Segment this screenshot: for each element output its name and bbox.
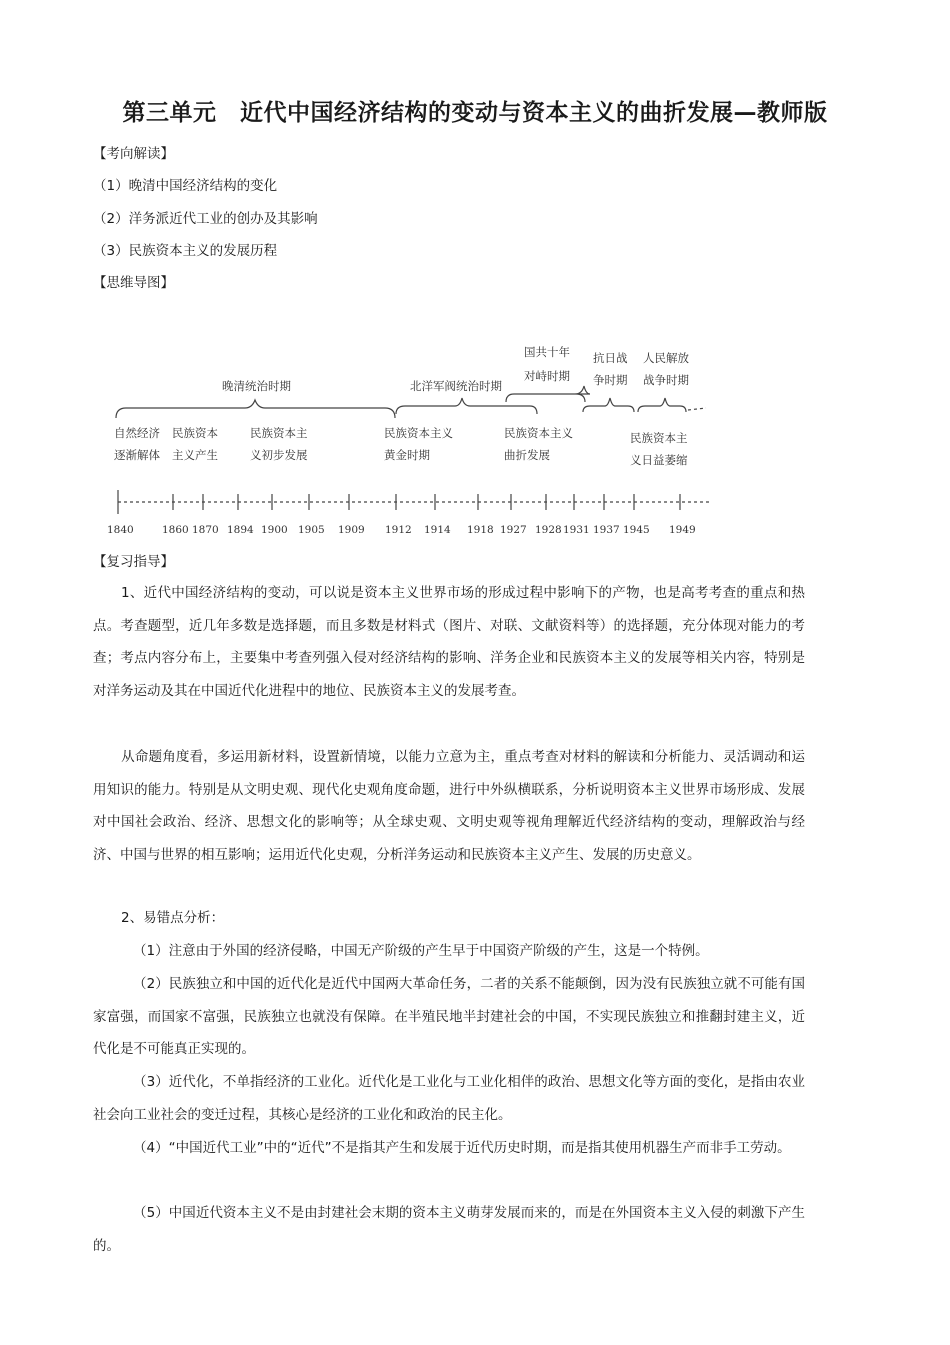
- event-label: 民族资本主: [630, 431, 688, 445]
- year-label: 1937: [593, 524, 620, 536]
- year-label: 1860: [162, 524, 189, 536]
- event-label: 义日益萎缩: [630, 453, 688, 467]
- year-label: 1900: [261, 524, 288, 536]
- paragraph-2: 从命题角度看，多运用新材料，设置新情境，以能力立意为主，重点考查对材料的解读和分析能力、灵活调动和运用知识的能力。特别是从文明史观、现代化史观角度命题，进行中外纵横联系，分析说明资本主义世界市场形成、发展对中国社会政治、经济、思想文化的影响等；从全球史观、文明史观等视角理解近代经济结构的变动，理解政治与经济、中国与世界的相互影响；运用近代化史观，分析洋务运动和民族资本主义产生、发展的历史意义。: [93, 749, 805, 863]
- period-label: 争时期: [593, 373, 628, 387]
- exam-item-3: （3）民族资本主义的发展历程: [93, 243, 278, 259]
- exam-heading: 【考向解读】: [93, 146, 174, 162]
- year-label: 1949: [669, 524, 696, 536]
- event-label: 逐渐解体: [114, 448, 160, 462]
- bracket-beiyang: [396, 398, 537, 414]
- error-item-3: （3）近代化，不单指经济的工业化。近代化是工业化与工业化相伴的政治、思想文化等方面的变化，是指由农业社会向工业社会的变迁过程，其核心是经济的工业化和政治的民主化。: [93, 1074, 805, 1123]
- bracket-late-qing: [116, 400, 395, 418]
- event-label: 主义产生: [172, 448, 218, 462]
- paragraph-1: 1、近代中国经济结构的变动，可以说是资本主义世界市场的形成过程中影响下的产物，也是高考考查的重点和热点。考查题型，近几年多数是选择题，而且多数是材料式（图片、对联、文献资料等）的选择题，充分体现对能力的考查；考点内容分布上，主要集中考查列强入侵对经济结构的影响、洋务企业和民族资本主义的发展等相关内容，特别是对洋务运动及其在中国近代化进程中的地位、民族资本主义的发展考查。: [93, 585, 805, 699]
- error-item-1: （1）注意由于外国的经济侵略，中国无产阶级的产生早于中国资产阶级的产生，这是一个特例。: [133, 943, 709, 959]
- event-label: 义初步发展: [250, 448, 308, 462]
- year-label: 1894: [227, 524, 254, 536]
- period-label: 战争时期: [643, 373, 689, 387]
- exam-item-1: （1）晚清中国经济结构的变化: [93, 178, 278, 194]
- event-label: 民族资本: [172, 426, 218, 440]
- error-item-4: （4）“中国近代工业”中的“近代”不是指其产生和发展于近代历史时期，而是指其使用机器生产而非手工劳动。: [133, 1140, 791, 1156]
- error-item-2: （2）民族独立和中国的近代化是近代中国两大革命任务，二者的关系不能颠倒，因为没有民族独立就不可能有国家富强，而国家不富强，民族独立也就没有保障。在半殖民地半封建社会的中国，不实现民族独立和推翻封建主义，近代化是不可能真正实现的。: [93, 976, 805, 1057]
- timeline-mindmap: [100, 330, 720, 545]
- period-labels: [222, 345, 689, 393]
- bracket-anti-japan: [583, 398, 634, 412]
- event-labels: [114, 426, 688, 467]
- mindmap-heading: 【思维导图】: [93, 275, 174, 291]
- year-labels: [107, 524, 696, 536]
- page-title: 第三单元 近代中国经济结构的变动与资本主义的曲折发展—教师版: [122, 100, 828, 126]
- event-label: 民族资本主义: [504, 426, 573, 440]
- period-label: 对峙时期: [524, 369, 570, 383]
- event-label: 自然经济: [114, 426, 160, 440]
- year-label: 1905: [298, 524, 325, 536]
- year-label: 1927: [500, 524, 527, 536]
- period-label: 国共十年: [524, 345, 570, 359]
- error-item-5: （5）中国近代资本主义不是由封建社会末期的资本主义萌芽发展而来的，而是在外国资本主义入侵的刺激下产生的。: [93, 1205, 805, 1254]
- bracket-liberation: [638, 398, 686, 412]
- year-label: 1931: [563, 524, 590, 536]
- year-label: 1870: [192, 524, 219, 536]
- period-label: 人民解放: [643, 351, 689, 365]
- year-label: 1912: [385, 524, 412, 536]
- year-label: 1918: [467, 524, 494, 536]
- year-label: 1914: [424, 524, 451, 536]
- year-label: 1945: [623, 524, 650, 536]
- bracket-ten-years: [506, 386, 590, 402]
- period-label: 晚清统治时期: [222, 379, 291, 393]
- event-label: 民族资本主义: [384, 426, 453, 440]
- year-label: 1909: [338, 524, 365, 536]
- period-label: 抗日战: [593, 351, 628, 365]
- event-label: 民族资本主: [250, 426, 308, 440]
- paragraph-3: 2、易错点分析：: [121, 910, 225, 926]
- year-label: 1928: [535, 524, 562, 536]
- event-label: 曲折发展: [504, 448, 550, 462]
- event-label: 黄金时期: [384, 448, 430, 462]
- period-label: 北洋军阀统治时期: [410, 379, 502, 393]
- review-heading: 【复习指导】: [93, 554, 174, 570]
- exam-item-2: （2）洋务派近代工业的创办及其影响: [93, 211, 318, 227]
- year-label: 1840: [107, 524, 134, 536]
